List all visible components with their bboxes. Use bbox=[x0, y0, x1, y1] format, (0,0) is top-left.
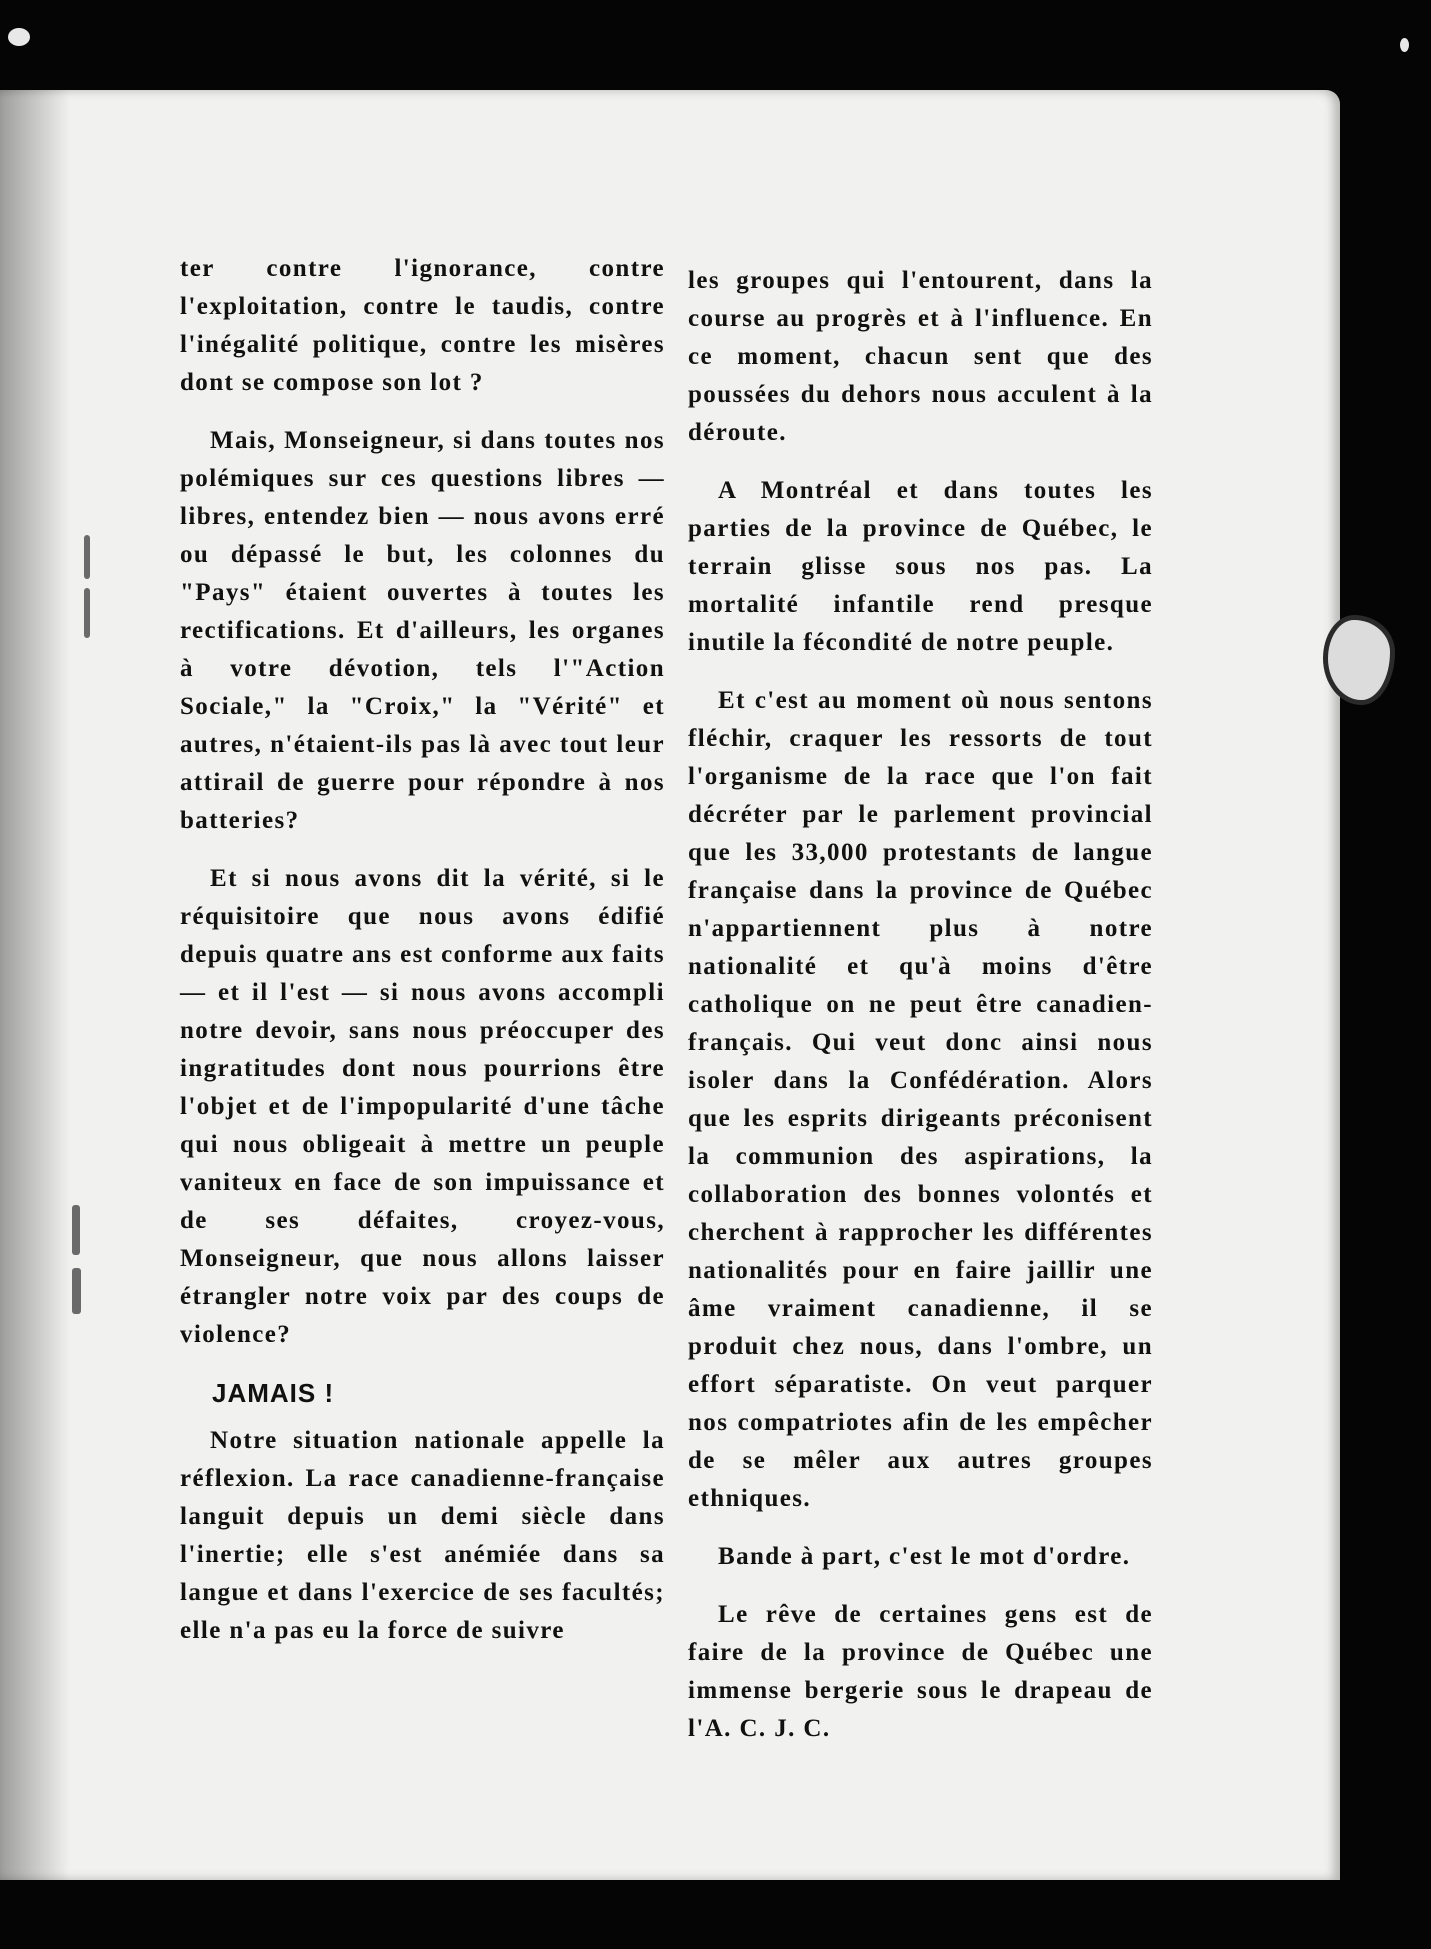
left-column bbox=[180, 250, 665, 1670]
margin-mark bbox=[72, 1268, 81, 1314]
paragraph: Le rêve de certaines gens est de faire de la province de Québec une immense bergerie sous le drapeau de l'A. C. J. C. bbox=[688, 1601, 1153, 1742]
margin-mark bbox=[72, 1205, 80, 1255]
paragraph: Et si nous avons dit la vérité, si le réquisitoire que nous avons édifié depuis quatre ans est conforme aux faits — et il l'est — si nous avons accompli notre devoir, sans nous préoccuper des ingratitudes dont nous pourrions être l'objet et de l'impopularité d'une tâche qui nous obligeait à mettre un peuple vaniteux en face de son impuissance et de ses défaites, croyez-vous, Monseigneur, que nous allons laisser étrangler notre voix par des coups de violence? bbox=[180, 865, 665, 1348]
paragraph: Mais, Monseigneur, si dans toutes nos polémiques sur ces questions libres — libres, entendez bien — nous avons erré ou dépassé le but, les colonnes du "Pays" étaient ouvertes à toutes les rectifications. Et d'ailleurs, les organes à votre dévotion, tels l'"Action Sociale," la "Croix," la "Vérité" et autres, n'étaient-ils pas là avec tout leur attirail de guerre pour répondre à nos batteries? bbox=[180, 427, 665, 834]
section-heading: JAMAIS ! bbox=[212, 1378, 335, 1408]
paragraph: les groupes qui l'entourent, dans la course au progrès et à l'influence. En ce moment, chacun sent que des poussées du dehors nous acculent à la déroute. bbox=[688, 267, 1153, 446]
paragraph: Bande à part, c'est le mot d'ordre. bbox=[718, 1543, 1131, 1570]
paragraph: Et c'est au moment où nous sentons fléchir, craquer les ressorts de tout l'organisme de la race que l'on fait décréter par le parlement provincial que les 33,000 protestants de langue française dans la province de Québec n'appartiennent plus à notre nationalité et qu'à moins d'être catholique on ne peut être canadien-français. Qui veut donc ainsi nous isoler dans la Confédération. Alors que les esprits dirigeants préconisent la communion des aspirations, la collaboration des bonnes volontés et cherchent à rapprocher les différentes nationalités pour en faire jaillir une âme vraiment canadienne, il se produit chez nous, dans l'ombre, un effort séparatiste. On veut parquer nos compatriotes afin de les empêcher de se mêler aux autres groupes ethniques. bbox=[688, 687, 1153, 1512]
paragraph: A Montréal et dans toutes les parties de la province de Québec, le terrain glisse sous nos pas. La mortalité infantile rend presque inutile la fécondité de notre peuple. bbox=[688, 477, 1153, 656]
binding-shadow bbox=[0, 90, 70, 1880]
corner-speck bbox=[1400, 38, 1409, 52]
paragraph: ter contre l'ignorance, contre l'exploitation, contre le taudis, contre l'inégalité politique, contre les misères dont se compose son lot ? bbox=[180, 255, 665, 396]
margin-mark bbox=[84, 535, 90, 579]
ink-blot bbox=[1328, 620, 1390, 700]
margin-mark bbox=[84, 588, 90, 638]
corner-speck bbox=[8, 28, 30, 46]
paragraph: Notre situation nationale appelle la réflexion. La race canadienne-française languit depuis un demi siècle dans l'inertie; elle s'est anémiée dans sa langue et dans l'exercice de ses facultés; elle n'a pas eu la force de suivre bbox=[180, 1427, 665, 1644]
right-column bbox=[688, 262, 1153, 1768]
